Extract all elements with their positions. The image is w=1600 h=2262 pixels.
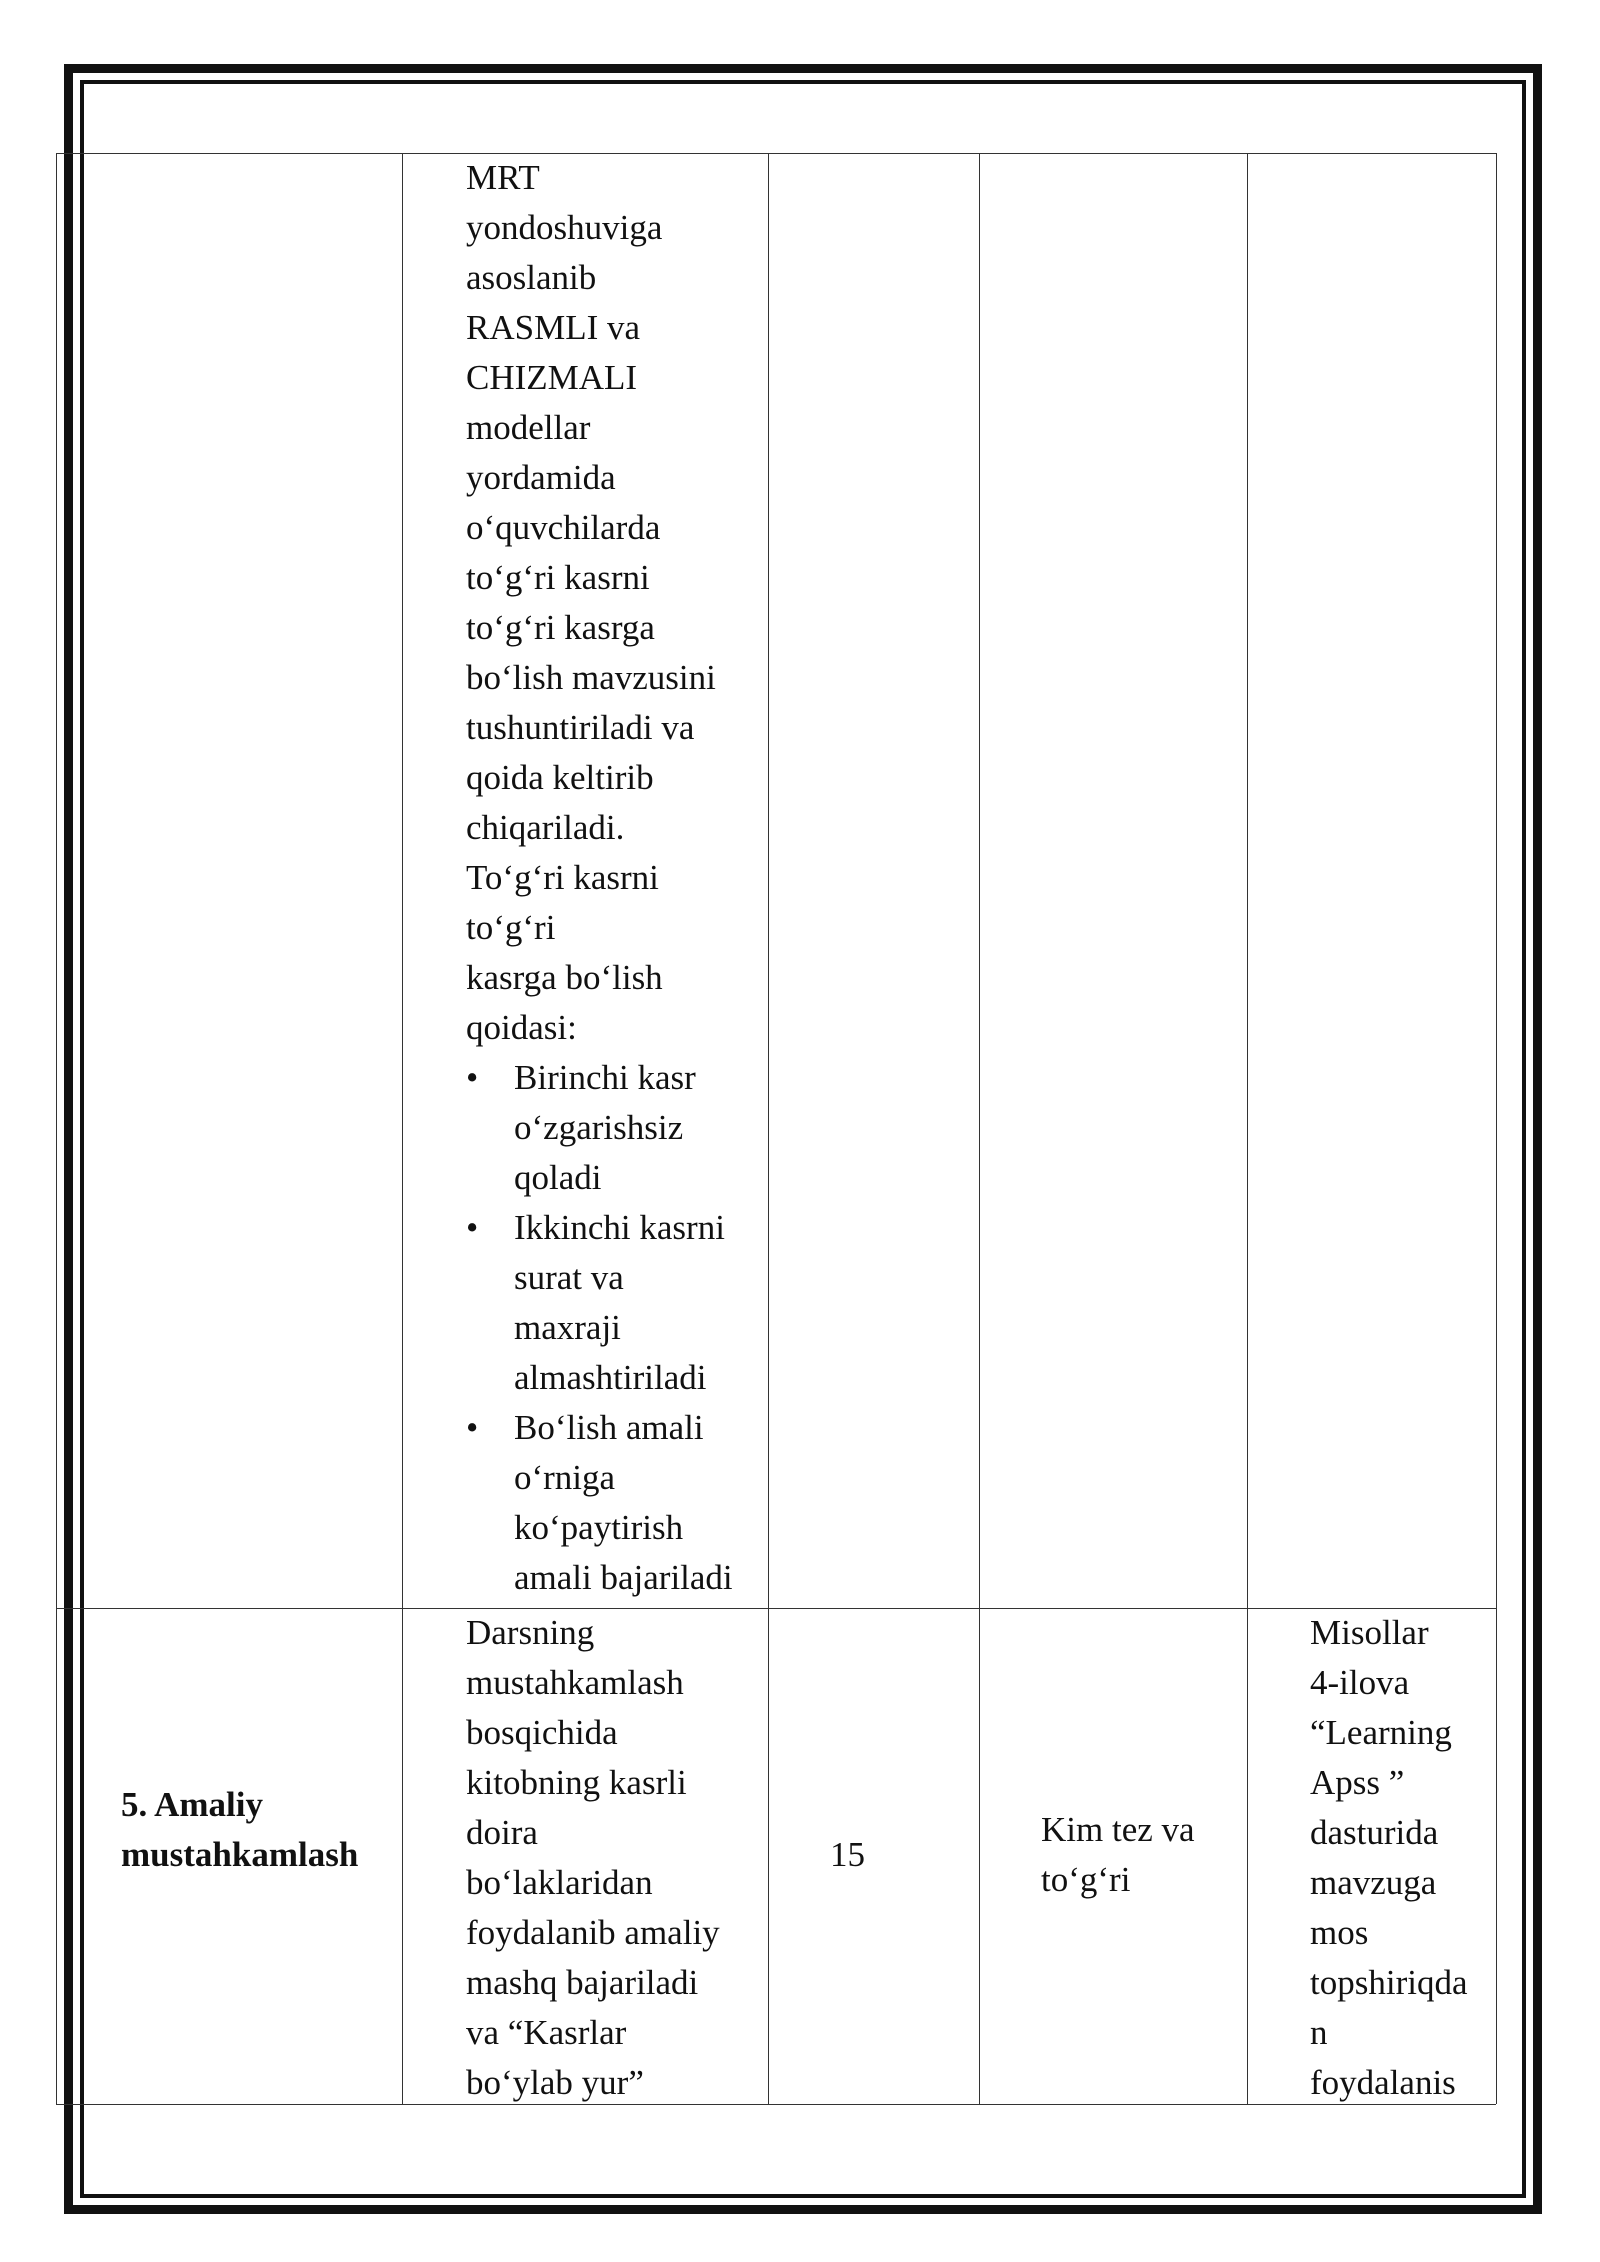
row2-method-cell <box>1041 1805 1241 1905</box>
text-line: dasturida <box>1310 1813 1439 1852</box>
text-line: bo‘laklaridan <box>466 1863 653 1902</box>
stage-title-line: 5. Amaliy <box>121 1785 263 1824</box>
text-line: • Birinchi kasr <box>514 1058 696 1097</box>
text-line: mashq bajariladi <box>466 1963 699 2002</box>
text-line: mavzuga <box>1310 1863 1437 1902</box>
text-line: yondoshuviga <box>466 208 663 247</box>
text-line: 4-ilova <box>1310 1663 1410 1702</box>
text-line: ko‘paytirish <box>514 1508 684 1547</box>
text-line: to‘g‘ri <box>466 908 556 947</box>
text-line: • Ikkinchi kasrni <box>514 1208 725 1247</box>
text-line: chiqariladi. <box>466 808 625 847</box>
text-line: almashtiriladi <box>514 1358 707 1397</box>
text-line: yordamida <box>466 458 616 497</box>
row2-stage-cell <box>121 1780 401 1880</box>
rules-list <box>466 1053 766 1603</box>
text-line: RASMLI va <box>466 308 641 347</box>
text-line: topshiriqda <box>1310 1963 1468 2002</box>
text-line: Darsning <box>466 1613 595 1652</box>
text-line: Misollar <box>1310 1613 1429 1652</box>
text-line: bo‘lish mavzusini <box>466 658 716 697</box>
text-line: to‘g‘ri <box>1041 1860 1131 1899</box>
rule-item <box>466 1053 766 1203</box>
row1-method-text <box>466 153 766 1053</box>
text-line: mustahkamlash <box>466 1663 684 1702</box>
text-line: Apss ” <box>1310 1763 1405 1802</box>
rule-item <box>466 1203 766 1403</box>
text-line: kasrga bo‘lish <box>466 958 663 997</box>
text-line: n <box>1310 2013 1328 2052</box>
text-line: bosqichida <box>466 1713 618 1752</box>
text-line: • Bo‘lish amali <box>514 1408 704 1447</box>
text-line: kitobning kasrli <box>466 1763 687 1802</box>
column-border-2 <box>768 153 769 2104</box>
text-line: maxraji <box>514 1308 621 1347</box>
table-bottom-border <box>56 2104 1496 2105</box>
text-line: o‘rniga <box>514 1458 616 1497</box>
stage-title-line: mustahkamlash <box>121 1835 359 1874</box>
column-border-1 <box>402 153 403 2104</box>
text-line: to‘g‘ri kasrga <box>466 608 655 647</box>
text-line: bo‘ylab yur” <box>466 2063 644 2102</box>
row1-method-cell <box>466 153 766 1603</box>
text-line: o‘quvchilarda <box>466 508 661 547</box>
text-line: to‘g‘ri kasrni <box>466 558 650 597</box>
table-top-border <box>56 153 1496 154</box>
column-border-4 <box>1247 153 1248 2104</box>
column-border-left <box>56 153 57 2104</box>
text-line: doira <box>466 1813 538 1852</box>
row2-time-cell <box>830 1830 910 1880</box>
text-line: qoida keltirib <box>466 758 654 797</box>
rule-item <box>466 1403 766 1603</box>
row-divider <box>56 1608 1496 1609</box>
text-line: mos <box>1310 1913 1369 1952</box>
column-border-3 <box>979 153 980 2104</box>
text-line: To‘g‘ri kasrni <box>466 858 659 897</box>
text-line: modellar <box>466 408 591 447</box>
text-line: foydalanib amaliy <box>466 1913 720 1952</box>
time-value: 15 <box>830 1835 865 1874</box>
text-line: Kim tez va <box>1041 1810 1195 1849</box>
text-line: asoslanib <box>466 258 597 297</box>
text-line: qoladi <box>514 1158 602 1197</box>
text-line: surat va <box>514 1258 624 1297</box>
text-line: CHIZMALI <box>466 358 638 397</box>
text-line: o‘zgarishsiz <box>514 1108 684 1147</box>
text-line: qoidasi: <box>466 1008 577 1047</box>
column-border-right <box>1496 153 1497 2104</box>
text-line: foydalanis <box>1310 2063 1456 2102</box>
row2-resources-cell <box>1310 1608 1495 2108</box>
text-line: MRT <box>466 158 540 197</box>
text-line: tushuntiriladi va <box>466 708 695 747</box>
row2-activity-cell <box>466 1608 766 2108</box>
text-line: amali bajariladi <box>514 1558 733 1597</box>
text-line: “Learning <box>1310 1713 1452 1752</box>
text-line: va “Kasrlar <box>466 2013 627 2052</box>
